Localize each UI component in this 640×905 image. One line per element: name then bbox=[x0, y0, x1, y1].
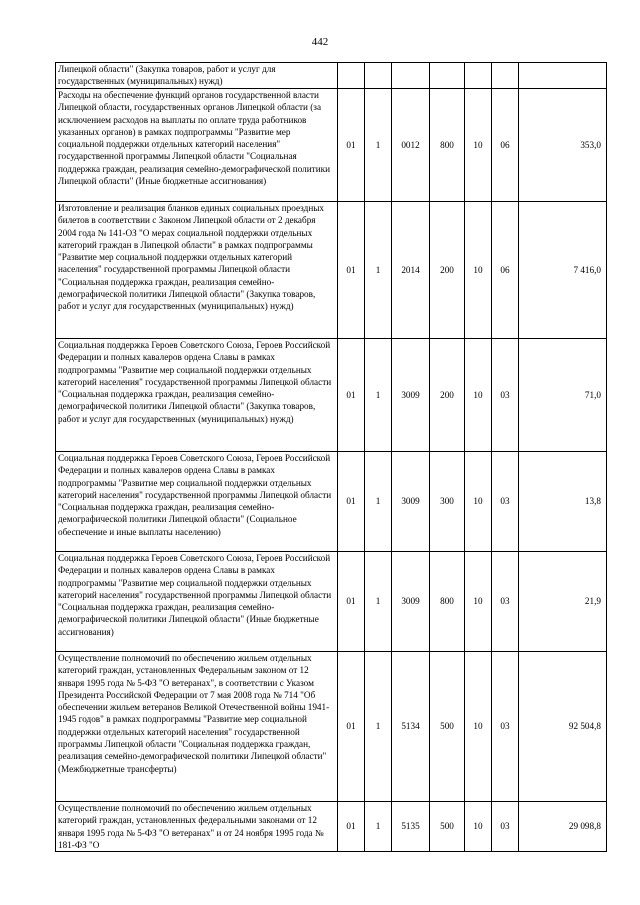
target-article-cell: 3009 bbox=[392, 339, 430, 452]
subsection-code-cell: 06 bbox=[492, 202, 519, 339]
table-row bbox=[56, 63, 607, 89]
subsection-code-cell: 03 bbox=[492, 802, 519, 852]
subsection-code-cell: 03 bbox=[492, 452, 519, 552]
amount-cell: 71,0 bbox=[519, 339, 607, 452]
target-article-cell: 2014 bbox=[392, 202, 430, 339]
row-description: Социальная поддержка Героев Советского Союза, Героев Российской Федерации и полных кавалеров ордена Славы в рамках подпрограммы "Развитие мер социальной поддержки отдельных категорий населения" государственной программы Липецкой области "Социальная поддержка граждан, реализация семейно-демографической политики Липецкой области" (Закупка товаров, работ и услуг для государственных (муниципальных) нужд) bbox=[56, 339, 338, 452]
expense-type-cell: 200 bbox=[430, 339, 465, 452]
expense-type-cell: 300 bbox=[430, 452, 465, 552]
row-description: Липецкой области" (Закупка товаров, работ и услуг для государственных (муниципальных) нужд) bbox=[56, 63, 338, 89]
section-code-cell: 10 bbox=[465, 89, 492, 202]
expense-type-cell: 500 bbox=[430, 652, 465, 802]
table-row bbox=[56, 202, 607, 339]
row-description: Расходы на обеспечение функций органов государственной власти Липецкой области, государственных органов Липецкой области (за исключением расходов на выплаты по оплате труда работников указанных органов) в рамках подпрограммы "Развитие мер социальной поддержки отдельных категорий населения" государственной программы Липецкой области "Социальная поддержка граждан, реализация семейно-демографической политики Липецкой области" (Иные бюджетные ассигнования) bbox=[56, 89, 338, 202]
section-code-cell: 10 bbox=[465, 552, 492, 652]
table-row bbox=[56, 802, 607, 852]
program-code-cell: 01 bbox=[338, 339, 365, 452]
expense-type-cell: 800 bbox=[430, 89, 465, 202]
subsection-code-cell: 06 bbox=[492, 89, 519, 202]
row-description: Социальная поддержка Героев Советского Союза, Героев Российской Федерации и полных кавалеров ордена Славы в рамках подпрограммы "Развитие мер социальной поддержки отдельных категорий населения" государственной программы Липецкой области "Социальная поддержка граждан, реализация семейно-демографической политики Липецкой области" (Социальное обеспечение и иные выплаты населению) bbox=[56, 452, 338, 552]
program-code-cell: 01 bbox=[338, 652, 365, 802]
table-row bbox=[56, 339, 607, 452]
program-code-cell: 01 bbox=[338, 89, 365, 202]
row-description: Изготовление и реализация бланков единых социальных проездных билетов в соответствии с Законом Липецкой области от 2 декабря 2004 года № 141-ОЗ "О мерах социальной поддержки отдельных категорий граждан в Липецкой области" в рамках подпрограммы "Развитие мер социальной поддержки отдельных категорий населения" государственной программы Липецкой области "Социальная поддержка граждан, реализация семейно-демографической политики Липецкой области" (Закупка товаров, работ и услуг для государственных (муниципальных) нужд) bbox=[56, 202, 338, 339]
table-row bbox=[56, 89, 607, 202]
table-row bbox=[56, 652, 607, 802]
expense-type-cell bbox=[430, 63, 465, 89]
target-article-cell: 0012 bbox=[392, 89, 430, 202]
amount-cell: 21,9 bbox=[519, 552, 607, 652]
subprogram-code-cell: 1 bbox=[365, 89, 392, 202]
amount-cell: 29 098,8 bbox=[519, 802, 607, 852]
budget-table bbox=[55, 62, 607, 852]
program-code-cell: 01 bbox=[338, 452, 365, 552]
target-article-cell bbox=[392, 63, 430, 89]
row-description: Осуществление полномочий по обеспечению жильем отдельных категорий граждан, установленных федеральными законами от 12 января 1995 года № 5-ФЗ "О ветеранах" и от 24 ноября 1995 года № 181-ФЗ "О bbox=[56, 802, 338, 852]
amount-cell bbox=[519, 63, 607, 89]
subprogram-code-cell: 1 bbox=[365, 339, 392, 452]
row-description: Осуществление полномочий по обеспечению жильем отдельных категорий граждан, установленных Федеральным законом от 12 января 1995 года № 5-ФЗ "О ветеранах", в соответствии с Указом Президента Российской Федерации от 7 мая 2008 года № 714 "Об обеспечении жильем ветеранов Великой Отечественной войны 1941-1945 годов" в рамках подпрограммы "Развитие мер социальной поддержки отдельных категорий населения" государственной программы Липецкой области "Социальная поддержка граждан, реализация семейно-демографической политики Липецкой области" (Межбюджетные трансферты) bbox=[56, 652, 338, 802]
expense-type-cell: 800 bbox=[430, 552, 465, 652]
expense-type-cell: 500 bbox=[430, 802, 465, 852]
section-code-cell: 10 bbox=[465, 452, 492, 552]
target-article-cell: 3009 bbox=[392, 452, 430, 552]
subprogram-code-cell: 1 bbox=[365, 802, 392, 852]
program-code-cell: 01 bbox=[338, 202, 365, 339]
subsection-code-cell bbox=[492, 63, 519, 89]
section-code-cell: 10 bbox=[465, 652, 492, 802]
subprogram-code-cell: 1 bbox=[365, 552, 392, 652]
table-row bbox=[56, 452, 607, 552]
section-code-cell: 10 bbox=[465, 339, 492, 452]
target-article-cell: 5135 bbox=[392, 802, 430, 852]
program-code-cell bbox=[338, 63, 365, 89]
subprogram-code-cell bbox=[365, 63, 392, 89]
amount-cell: 13,8 bbox=[519, 452, 607, 552]
table-row bbox=[56, 552, 607, 652]
row-description: Социальная поддержка Героев Советского Союза, Героев Российской Федерации и полных кавалеров ордена Славы в рамках подпрограммы "Развитие мер социальной поддержки отдельных категорий населения" государственной программы Липецкой области "Социальная поддержка граждан, реализация семейно-демографической политики Липецкой области" (Иные бюджетные ассигнования) bbox=[56, 552, 338, 652]
target-article-cell: 5134 bbox=[392, 652, 430, 802]
amount-cell: 7 416,0 bbox=[519, 202, 607, 339]
program-code-cell: 01 bbox=[338, 552, 365, 652]
subsection-code-cell: 03 bbox=[492, 339, 519, 452]
amount-cell: 92 504,8 bbox=[519, 652, 607, 802]
section-code-cell: 10 bbox=[465, 202, 492, 339]
expense-type-cell: 200 bbox=[430, 202, 465, 339]
subprogram-code-cell: 1 bbox=[365, 652, 392, 802]
subsection-code-cell: 03 bbox=[492, 652, 519, 802]
section-code-cell bbox=[465, 63, 492, 89]
subprogram-code-cell: 1 bbox=[365, 202, 392, 339]
page-number: 442 bbox=[311, 36, 329, 48]
program-code-cell: 01 bbox=[338, 802, 365, 852]
subsection-code-cell: 03 bbox=[492, 552, 519, 652]
target-article-cell: 3009 bbox=[392, 552, 430, 652]
amount-cell: 353,0 bbox=[519, 89, 607, 202]
section-code-cell: 10 bbox=[465, 802, 492, 852]
subprogram-code-cell: 1 bbox=[365, 452, 392, 552]
